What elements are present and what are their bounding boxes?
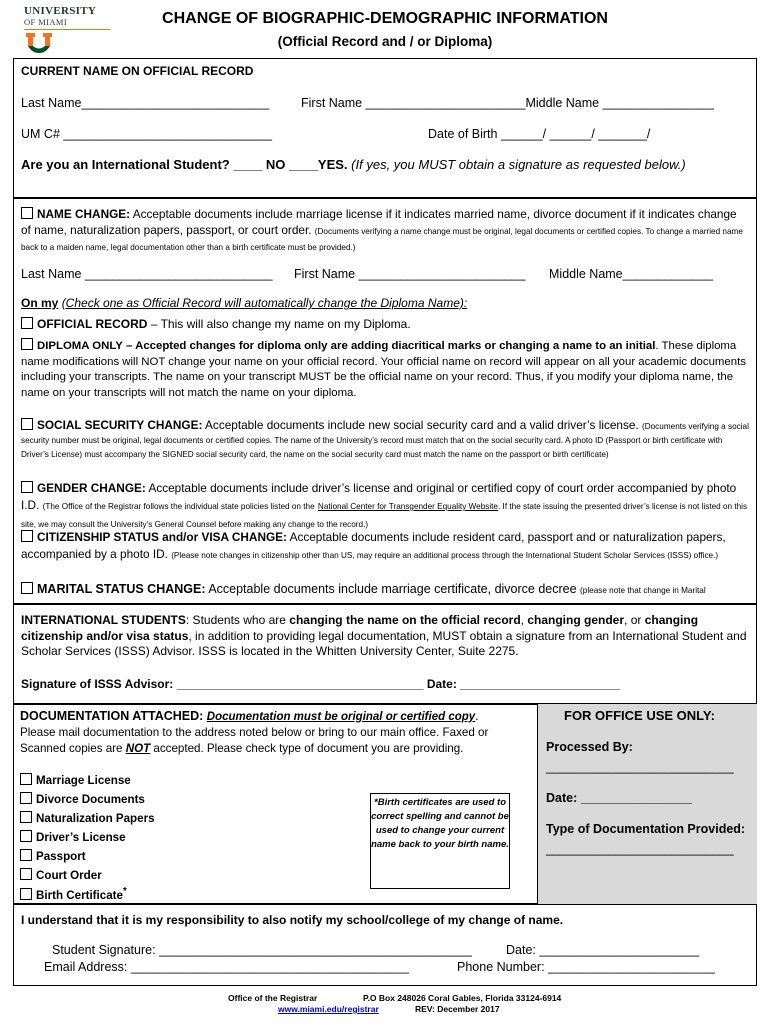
footer-office: Office of the Registrar xyxy=(228,993,318,1003)
citizenship-change-block xyxy=(21,529,749,564)
document-label: Marriage License xyxy=(36,774,131,787)
name-change-checkbox[interactable] xyxy=(21,207,33,219)
marital-change-block xyxy=(21,582,706,596)
name-change-text: Acceptable documents include marriage license if it indicates married name, divorce document if it indicates change of name, naturalization papers, passport, or court order. xyxy=(21,207,737,237)
document-label: Birth Certificate xyxy=(36,888,123,902)
citizenship-change-checkbox[interactable] xyxy=(21,530,33,542)
document-checkbox[interactable] xyxy=(20,792,32,804)
citizenship-change-text: Acceptable documents include resident card, passport and or naturalization papers, accompanied by a photo ID. xyxy=(21,530,726,561)
official-record-text: – This will also change my name on my Diploma. xyxy=(150,317,411,331)
citizenship-change-label: CITIZENSHIP STATUS and/or VISA CHANGE: xyxy=(37,530,287,544)
birth-certificate-note-box xyxy=(370,793,510,889)
document-label: Naturalization Papers xyxy=(36,812,155,825)
new-last-name-field[interactable]: Last Name ___________________________ xyxy=(21,267,273,281)
documentation-label: DOCUMENTATION ATTACHED: xyxy=(20,709,204,723)
new-middle-name-field[interactable]: Middle Name_____________ xyxy=(549,267,714,281)
document-label: Passport xyxy=(36,850,86,863)
marital-change-checkbox[interactable] xyxy=(21,582,33,594)
gender-change-note-b: . If the state issuing the presented driver’s license is not listed on this site, we may consult the University’s General Counsel before making any change to the record.) xyxy=(21,502,748,529)
intl-text-1: : Students who are xyxy=(185,613,290,627)
document-checkbox[interactable] xyxy=(20,849,32,861)
documentation-heading xyxy=(20,709,479,723)
date-of-birth-field[interactable]: Date of Birth ______/ ______/ _______/ xyxy=(428,127,651,141)
intl-text-4: , in addition to providing legal documentation, MUST obtain a signature from an International Student and Scholar Services (ISSS) Advisor. ISSS is located in the Whitten University Center, Suite 2275. xyxy=(21,628,747,658)
diploma-only-label: DIPLOMA ONLY xyxy=(37,340,123,352)
gender-change-note-a: (The Office of the Registrar follows the individual state policies listed on the xyxy=(42,502,315,511)
intl-bold-3: changing citizenship and/or visa status xyxy=(21,613,699,643)
student-signature-field[interactable]: Student Signature: _____________________________________________ xyxy=(52,943,472,957)
documentation-dot: . xyxy=(475,709,479,723)
acknowledgement-text: I understand that it is my responsibility to also notify my school/college of my change of name. xyxy=(21,913,564,927)
ssn-change-label: SOCIAL SECURITY CHANGE: xyxy=(37,418,203,432)
document-checkbox[interactable] xyxy=(20,773,32,785)
office-date-field[interactable]: Date: ________________ xyxy=(546,791,692,805)
logo-line-2: OF MIAMI xyxy=(24,17,68,27)
processed-by-label: Processed By: xyxy=(546,740,633,754)
student-date-field[interactable]: Date: _______________________ xyxy=(506,943,700,957)
name-change-label: NAME CHANGE: xyxy=(37,207,131,221)
citizenship-change-note: (Please note changes in citizenship other than US, may require an additional process through the International Student Scholar Services (ISSS) office.) xyxy=(171,551,719,560)
document-option[interactable] xyxy=(20,773,131,787)
page-title: CHANGE OF BIOGRAPHIC-DEMOGRAPHIC INFORMATION xyxy=(162,10,608,27)
email-field[interactable]: Email Address: ________________________________________ xyxy=(44,960,409,974)
document-option[interactable] xyxy=(20,868,102,882)
isss-signature-field[interactable]: Signature of ISSS Advisor: _____________________________________ Date: ________________________ xyxy=(21,677,621,691)
processed-by-line[interactable]: ___________________________ xyxy=(546,760,734,774)
office-use-panel xyxy=(537,704,757,904)
current-name-section xyxy=(13,58,757,198)
international-question[interactable]: Are you an International Student? ____ NO ____YES. xyxy=(21,157,348,172)
name-change-block xyxy=(21,207,749,256)
marital-change-label: MARITAL STATUS CHANGE: xyxy=(37,582,206,596)
gender-change-label: GENDER CHANGE: xyxy=(37,481,146,495)
intl-bold-2: changing gender xyxy=(527,613,625,627)
doc-line2-not: NOT xyxy=(125,742,151,755)
intl-bold-1: changing the name on the official record xyxy=(289,613,521,627)
document-checkbox[interactable] xyxy=(20,888,32,900)
official-record-label: OFFICIAL RECORD xyxy=(37,317,148,331)
marital-change-note: (please note that change in Marital xyxy=(580,586,706,595)
document-checkbox[interactable] xyxy=(20,868,32,880)
diploma-only-text: . These diploma name modifications will NOT change your name on your official record. Your official name on record will appear on all your academic documents including your transcripts. The name on your transcript MUST be the official name on your record. Thus, if you modify your diploma name, the name on your transcripts will not match the name on your diploma. xyxy=(21,340,746,399)
intl-text-3: , or xyxy=(624,613,645,627)
current-first-middle-field[interactable]: First Name _______________________Middle Name ________________ xyxy=(301,96,714,110)
document-checkbox[interactable] xyxy=(20,830,32,842)
phone-field[interactable]: Phone Number: ________________________ xyxy=(457,960,715,974)
marital-change-text: Acceptable documents include marriage certificate, divorce decree xyxy=(208,582,577,596)
international-text xyxy=(21,613,749,660)
acknowledgement-section xyxy=(13,904,757,986)
office-heading: FOR OFFICE USE ONLY: xyxy=(564,708,715,723)
document-label: Driver’s License xyxy=(36,831,126,844)
logo-rule xyxy=(24,29,110,30)
ssn-change-checkbox[interactable] xyxy=(21,418,33,430)
international-section xyxy=(13,604,757,704)
birth-certificate-star: * xyxy=(122,886,127,897)
international-note: (If yes, you MUST obtain a signature as requested below.) xyxy=(351,157,686,172)
gender-change-checkbox[interactable] xyxy=(21,481,33,493)
documentation-requirement: Documentation must be original or certified copy xyxy=(206,711,476,723)
document-checkbox[interactable] xyxy=(20,811,32,823)
document-option[interactable] xyxy=(20,792,145,806)
documentation-line-2 xyxy=(20,742,463,755)
document-option[interactable] xyxy=(20,849,86,863)
new-first-name-field[interactable]: First Name ________________________ xyxy=(294,267,526,281)
um-number-field[interactable]: UM C# ______________________________ xyxy=(21,127,272,141)
logo-line-1: UNIVERSITY xyxy=(24,5,97,17)
intl-text-2: , xyxy=(520,613,528,627)
registrar-link[interactable]: www.miami.edu/registrar xyxy=(278,1004,379,1014)
document-label: Divorce Documents xyxy=(36,793,145,806)
ssn-change-note: (Documents verifying a social security number must be original, legal documents or certified copies. The name of the University’s record must match that on the social security card. A photo ID (Passport or birth certificate with Driver’s License) must accompany the SIGNED social security card, the name on the social security card must match the name on the passport or birth certificate) xyxy=(21,422,749,459)
gender-change-text: Acceptable documents include driver’s license and original or certified copy of court order accompanied by photo I.D. xyxy=(21,481,737,512)
document-option[interactable] xyxy=(20,811,155,825)
gender-change-block xyxy=(21,480,749,533)
on-my-note: (Check one as Official Record will automatically change the Diploma Name): xyxy=(61,296,468,310)
current-name-heading: CURRENT NAME ON OFFICIAL RECORD xyxy=(21,64,254,78)
birth-certificate-note: Birth certificates are used to correct spelling and cannot be used to change your current name back to your birth name. xyxy=(371,797,509,850)
name-change-note: (Documents verifying a name change must be original, legal documents or certified copies. To change a married name back to a maiden name, legal documentation other than a birth certificate must be provided.) xyxy=(21,226,743,252)
note-star: * xyxy=(374,797,378,808)
ssn-change-block xyxy=(21,418,749,461)
page-subtitle: (Official Record and / or Diploma) xyxy=(277,34,493,49)
footer-revision: REV: December 2017 xyxy=(415,1004,500,1014)
ssn-change-text: Acceptable documents include new social security card and a valid driver’s license. xyxy=(205,418,639,432)
diploma-only-checkbox[interactable] xyxy=(21,338,33,350)
official-record-checkbox[interactable] xyxy=(21,317,33,329)
official-record-option[interactable] xyxy=(21,317,411,331)
changes-section xyxy=(13,198,757,604)
document-label: Court Order xyxy=(36,869,102,882)
doc-type-line[interactable]: ___________________________ xyxy=(546,842,734,856)
current-last-name-field[interactable]: Last Name___________________________ xyxy=(21,96,270,110)
on-my-label: On my xyxy=(21,296,59,310)
doc-line2-a: Scanned copies are xyxy=(20,742,126,755)
diploma-only-block xyxy=(21,338,749,401)
documentation-line-1: Please mail documentation to the address noted below or bring to our main office. Faxed or xyxy=(20,726,489,739)
doc-type-label: Type of Documentation Provided: xyxy=(546,822,746,836)
ncte-link[interactable]: National Center for Transgender Equality Website xyxy=(317,502,498,511)
document-option[interactable] xyxy=(20,830,126,844)
diploma-only-bold-text: – Accepted changes for diploma only are adding diacritical marks or changing a name to an initial xyxy=(126,340,656,352)
document-option[interactable] xyxy=(20,886,127,902)
footer-address: P.O Box 248026 Coral Gables, Florida 33124-6914 xyxy=(363,993,562,1003)
international-label: INTERNATIONAL STUDENTS xyxy=(21,613,186,627)
doc-line2-c: accepted. Please check type of document you are providing. xyxy=(150,742,464,755)
